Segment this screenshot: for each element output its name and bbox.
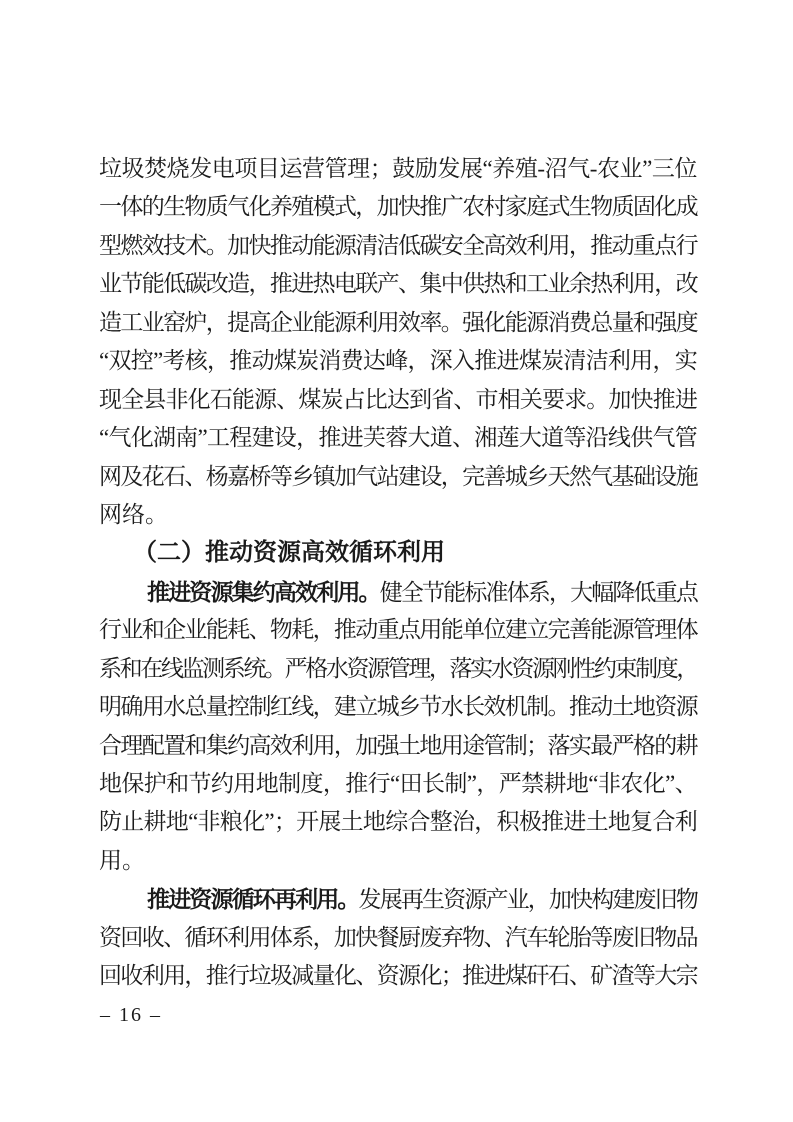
text-line-content: 合理配置和集约高效利用，加强土地用途管制；落实最严格的耕 — [99, 732, 698, 758]
text-line-content: 业节能低碳改造，推进热电联产、集中供热和工业余热利用，改 — [99, 271, 698, 297]
page-number: – 16 – — [100, 1004, 162, 1026]
text-line-content — [147, 887, 697, 912]
paragraph-lead-line — [99, 573, 697, 611]
text-line-content: 网络。 — [99, 501, 168, 527]
text-line-content: 资回收、循环利用体系，加快餐厨废弃物、汽车轮胎等废旧物品 — [99, 924, 698, 950]
text-line — [99, 842, 697, 880]
text-line — [99, 342, 697, 380]
document-text-block — [99, 150, 697, 996]
text-line-content: 行业和企业能耗、物耗，推动重点用能单位建立完善能源管理体 — [99, 617, 698, 643]
text-line-content: “双控”考核，推动煤炭消费达峰，深入推进煤炭清洁利用，实 — [99, 348, 697, 374]
text-line — [99, 227, 697, 265]
text-line — [99, 957, 697, 995]
text-line-content: 网及花石、杨嘉桥等乡镇加气站建设，完善城乡天然气基础设施 — [99, 463, 698, 489]
text-line-content: 现全县非化石能源、煤炭占比达到省、市相关要求。加快推进 — [99, 386, 698, 412]
text-line-content: 一体的生物质气化养殖模式，加快推广农村家庭式生物质固化成 — [99, 194, 698, 220]
text-line — [99, 188, 697, 226]
text-line — [99, 688, 697, 726]
text-line-content: 系和在线监测系统。严格水资源管理，落实水资源刚性约束制度， — [99, 655, 698, 681]
text-line-content — [147, 580, 697, 605]
text-line-content: “气化湖南”工程建设，推进芙蓉大道、湘莲大道等沿线供气管 — [99, 425, 697, 451]
text-line — [99, 765, 697, 803]
text-line — [99, 419, 697, 457]
text-line-content: 型燃效技术。加快推动能源清洁低碳安全高效利用，推动重点行 — [99, 232, 698, 258]
text-line-content: 用。 — [99, 847, 145, 873]
section-heading-text: （二）推动资源高效循环利用 — [133, 539, 445, 567]
paragraph-lead-rest: 健全节能标准体系，大幅降低重点 — [379, 579, 698, 605]
text-line — [99, 727, 697, 765]
text-line — [99, 919, 697, 957]
text-line-content: 地保护和节约用地制度，推行“田长制”，严禁耕地“非农化”、 — [99, 771, 697, 796]
text-line — [99, 496, 697, 534]
paragraph-lead-rest: 发展再生资源产业，加快构建废旧物 — [358, 887, 698, 913]
text-line-content: 造工业窑炉，提高企业能源利用效率。强化能源消费总量和强度 — [99, 309, 698, 335]
text-line — [99, 304, 697, 342]
text-line — [99, 458, 697, 496]
text-line-content: 垃圾焚烧发电项目运营管理；鼓励发展“养殖-沼气-农业”三位 — [99, 156, 697, 181]
text-line — [99, 150, 697, 188]
paragraph-lead: 推进资源集约高效利用。 — [147, 578, 380, 605]
text-line — [99, 611, 697, 649]
section-heading — [99, 534, 697, 572]
text-line — [99, 381, 697, 419]
text-line — [99, 803, 697, 841]
text-line — [99, 650, 697, 688]
paragraph-lead: 推进资源循环再利用。 — [147, 886, 359, 913]
text-line-content: 明确用水总量控制红线，建立城乡节水长效机制。推动土地资源 — [99, 694, 698, 720]
text-line — [99, 265, 697, 303]
text-line-content: 回收利用，推行垃圾减量化、资源化；推进煤矸石、矿渣等大宗 — [99, 963, 698, 989]
paragraph-lead-line — [99, 880, 697, 918]
text-line-content: 防止耕地“非粮化”；开展土地综合整治，积极推进土地复合利 — [99, 809, 697, 835]
